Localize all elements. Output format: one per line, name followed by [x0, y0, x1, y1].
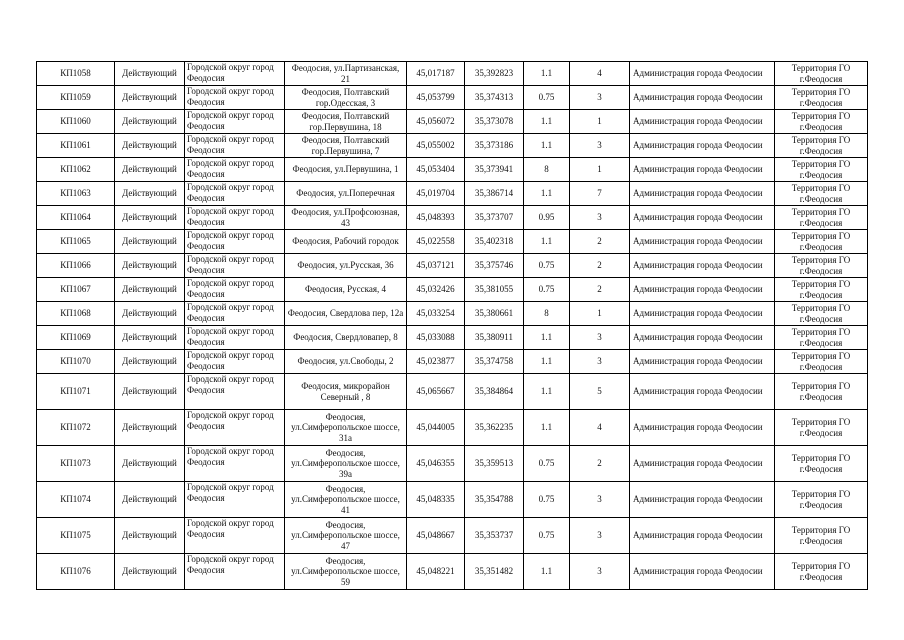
container-count-cell: 2: [570, 230, 630, 254]
territory-cell: Территория ГО г.Феодосия: [775, 350, 868, 374]
latitude-cell: 45,048221: [407, 554, 465, 590]
table-row: [37, 446, 868, 482]
municipality-cell: Городской округ город Феодосия: [185, 350, 285, 374]
status-cell: Действующий: [115, 554, 185, 590]
table-row: [37, 374, 868, 410]
table-row: [37, 350, 868, 374]
owner-cell: Администрация города Феодосии: [630, 410, 775, 446]
latitude-cell: 45,046355: [407, 446, 465, 482]
municipality-cell: Городской округ город Феодосия: [185, 206, 285, 230]
container-count-cell: 3: [570, 350, 630, 374]
table-row: [37, 482, 868, 518]
territory-cell: Территория ГО г.Феодосия: [775, 230, 868, 254]
status-cell: Действующий: [115, 254, 185, 278]
territory-cell: Территория ГО г.Феодосия: [775, 302, 868, 326]
point-id: КП1075: [37, 518, 115, 554]
volume-cell: 1.1: [524, 326, 570, 350]
volume-cell: 0.75: [524, 518, 570, 554]
owner-cell: Администрация города Феодосии: [630, 446, 775, 482]
point-id: КП1076: [37, 554, 115, 590]
latitude-cell: 45,048393: [407, 206, 465, 230]
status-cell: Действующий: [115, 182, 185, 206]
latitude-cell: 45,048335: [407, 482, 465, 518]
longitude-cell: 35,353737: [465, 518, 524, 554]
point-id: КП1070: [37, 350, 115, 374]
municipality-cell: Городской округ город Феодосия: [185, 278, 285, 302]
territory-cell: Территория ГО г.Феодосия: [775, 326, 868, 350]
address-cell: Феодосия, ул.Симферопольское шоссе, 41: [285, 482, 407, 518]
longitude-cell: 35,375746: [465, 254, 524, 278]
owner-cell: Администрация города Феодосии: [630, 182, 775, 206]
owner-cell: Администрация города Феодосии: [630, 554, 775, 590]
status-cell: Действующий: [115, 518, 185, 554]
table-row: [37, 326, 868, 350]
latitude-cell: 45,022558: [407, 230, 465, 254]
territory-cell: Территория ГО г.Феодосия: [775, 482, 868, 518]
volume-cell: 1.1: [524, 350, 570, 374]
longitude-cell: 35,386714: [465, 182, 524, 206]
table-row: [37, 230, 868, 254]
municipality-cell: Городской округ город Феодосия: [185, 446, 285, 482]
point-id: КП1061: [37, 134, 115, 158]
point-id: КП1059: [37, 86, 115, 110]
table-row: [37, 254, 868, 278]
point-id: КП1058: [37, 62, 115, 86]
container-count-cell: 3: [570, 206, 630, 230]
table-row: [37, 110, 868, 134]
container-count-cell: 1: [570, 158, 630, 182]
table-row: [37, 410, 868, 446]
address-cell: Феодосия, ул.Симферопольское шоссе, 47: [285, 518, 407, 554]
longitude-cell: 35,373707: [465, 206, 524, 230]
container-count-cell: 2: [570, 254, 630, 278]
status-cell: Действующий: [115, 134, 185, 158]
municipality-cell: Городской округ город Феодосия: [185, 134, 285, 158]
address-cell: Феодосия, Свердлова пер, 12а: [285, 302, 407, 326]
point-id: КП1068: [37, 302, 115, 326]
volume-cell: 1.1: [524, 410, 570, 446]
territory-cell: Территория ГО г.Феодосия: [775, 86, 868, 110]
container-count-cell: 3: [570, 134, 630, 158]
table-row: [37, 302, 868, 326]
volume-cell: 1.1: [524, 230, 570, 254]
point-id: КП1060: [37, 110, 115, 134]
municipality-cell: Городской округ город Феодосия: [185, 110, 285, 134]
volume-cell: 1.1: [524, 62, 570, 86]
volume-cell: 1.1: [524, 554, 570, 590]
table-row: [37, 206, 868, 230]
latitude-cell: 45,019704: [407, 182, 465, 206]
municipality-cell: Городской округ город Феодосия: [185, 410, 285, 446]
owner-cell: Администрация города Феодосии: [630, 374, 775, 410]
container-count-cell: 3: [570, 482, 630, 518]
point-id: КП1069: [37, 326, 115, 350]
latitude-cell: 45,056072: [407, 110, 465, 134]
territory-cell: Территория ГО г.Феодосия: [775, 182, 868, 206]
latitude-cell: 45,065667: [407, 374, 465, 410]
territory-cell: Территория ГО г.Феодосия: [775, 518, 868, 554]
container-count-cell: 4: [570, 410, 630, 446]
volume-cell: 0.95: [524, 206, 570, 230]
volume-cell: 1.1: [524, 110, 570, 134]
status-cell: Действующий: [115, 206, 185, 230]
longitude-cell: 35,373941: [465, 158, 524, 182]
longitude-cell: 35,362235: [465, 410, 524, 446]
territory-cell: Территория ГО г.Феодосия: [775, 110, 868, 134]
municipality-cell: Городской округ город Феодосия: [185, 158, 285, 182]
longitude-cell: 35,354788: [465, 482, 524, 518]
address-cell: Феодосия, микрорайон Северный , 8: [285, 374, 407, 410]
address-cell: Феодосия, ул.Симферопольское шоссе, 31а: [285, 410, 407, 446]
address-cell: Феодосия, ул.Партизанская, 21: [285, 62, 407, 86]
address-cell: Феодосия, ул.Поперечная: [285, 182, 407, 206]
territory-cell: Территория ГО г.Феодосия: [775, 206, 868, 230]
territory-cell: Территория ГО г.Феодосия: [775, 410, 868, 446]
status-cell: Действующий: [115, 158, 185, 182]
address-cell: Феодосия, ул.Симферопольское шоссе, 39а: [285, 446, 407, 482]
volume-cell: 0.75: [524, 482, 570, 518]
container-count-cell: 4: [570, 62, 630, 86]
latitude-cell: 45,037121: [407, 254, 465, 278]
owner-cell: Администрация города Феодосии: [630, 62, 775, 86]
municipality-cell: Городской округ город Феодосия: [185, 254, 285, 278]
latitude-cell: 45,044005: [407, 410, 465, 446]
longitude-cell: 35,373078: [465, 110, 524, 134]
table-row: [37, 158, 868, 182]
latitude-cell: 45,053404: [407, 158, 465, 182]
owner-cell: Администрация города Феодосии: [630, 230, 775, 254]
status-cell: Действующий: [115, 482, 185, 518]
container-count-cell: 5: [570, 374, 630, 410]
volume-cell: 1.1: [524, 374, 570, 410]
status-cell: Действующий: [115, 350, 185, 374]
volume-cell: 0.75: [524, 446, 570, 482]
longitude-cell: 35,402318: [465, 230, 524, 254]
volume-cell: 8: [524, 158, 570, 182]
container-count-cell: 1: [570, 110, 630, 134]
container-count-cell: 2: [570, 278, 630, 302]
address-cell: Феодосия, Полтавский гор.Одесская, 3: [285, 86, 407, 110]
latitude-cell: 45,033254: [407, 302, 465, 326]
longitude-cell: 35,351482: [465, 554, 524, 590]
address-cell: Феодосия, Русская, 4: [285, 278, 407, 302]
longitude-cell: 35,373186: [465, 134, 524, 158]
owner-cell: Администрация города Феодосии: [630, 302, 775, 326]
volume-cell: 0.75: [524, 86, 570, 110]
territory-cell: Территория ГО г.Феодосия: [775, 446, 868, 482]
owner-cell: Администрация города Феодосии: [630, 278, 775, 302]
address-cell: Феодосия, Полтавский гор.Первушина, 7: [285, 134, 407, 158]
table-body: [37, 62, 868, 590]
point-id: КП1063: [37, 182, 115, 206]
container-count-cell: 3: [570, 326, 630, 350]
point-id: КП1066: [37, 254, 115, 278]
territory-cell: Территория ГО г.Феодосия: [775, 134, 868, 158]
municipality-cell: Городской округ город Феодосия: [185, 86, 285, 110]
address-cell: Феодосия, ул.Профсоюзная, 43: [285, 206, 407, 230]
owner-cell: Администрация города Феодосии: [630, 518, 775, 554]
owner-cell: Администрация города Феодосии: [630, 326, 775, 350]
longitude-cell: 35,374313: [465, 86, 524, 110]
latitude-cell: 45,017187: [407, 62, 465, 86]
owner-cell: Администрация города Феодосии: [630, 134, 775, 158]
longitude-cell: 35,380661: [465, 302, 524, 326]
address-cell: Феодосия, Свердловапер, 8: [285, 326, 407, 350]
volume-cell: 1.1: [524, 182, 570, 206]
point-id: КП1064: [37, 206, 115, 230]
municipality-cell: Городской округ город Феодосия: [185, 554, 285, 590]
owner-cell: Администрация города Феодосии: [630, 350, 775, 374]
volume-cell: 8: [524, 302, 570, 326]
container-count-cell: 3: [570, 86, 630, 110]
territory-cell: Территория ГО г.Феодосия: [775, 158, 868, 182]
longitude-cell: 35,359513: [465, 446, 524, 482]
municipality-cell: Городской округ город Феодосия: [185, 182, 285, 206]
address-cell: Феодосия, ул.Симферопольское шоссе, 59: [285, 554, 407, 590]
latitude-cell: 45,033088: [407, 326, 465, 350]
table-row: [37, 182, 868, 206]
longitude-cell: 35,380911: [465, 326, 524, 350]
point-id: КП1067: [37, 278, 115, 302]
container-count-cell: 2: [570, 446, 630, 482]
container-count-cell: 1: [570, 302, 630, 326]
volume-cell: 0.75: [524, 278, 570, 302]
owner-cell: Администрация города Феодосии: [630, 110, 775, 134]
address-cell: Феодосия, Рабочий городок: [285, 230, 407, 254]
latitude-cell: 45,053799: [407, 86, 465, 110]
point-id: КП1072: [37, 410, 115, 446]
status-cell: Действующий: [115, 86, 185, 110]
status-cell: Действующий: [115, 326, 185, 350]
municipality-cell: Городской округ город Феодосия: [185, 230, 285, 254]
status-cell: Действующий: [115, 446, 185, 482]
address-cell: Феодосия, ул.Первушина, 1: [285, 158, 407, 182]
status-cell: Действующий: [115, 230, 185, 254]
point-id: КП1062: [37, 158, 115, 182]
container-count-cell: 3: [570, 518, 630, 554]
address-cell: Феодосия, ул.Русская, 36: [285, 254, 407, 278]
latitude-cell: 45,048667: [407, 518, 465, 554]
municipality-cell: Городской округ город Феодосия: [185, 482, 285, 518]
status-cell: Действующий: [115, 62, 185, 86]
container-count-cell: 7: [570, 182, 630, 206]
table-row: [37, 554, 868, 590]
latitude-cell: 45,023877: [407, 350, 465, 374]
territory-cell: Территория ГО г.Феодосия: [775, 554, 868, 590]
point-id: КП1074: [37, 482, 115, 518]
volume-cell: 1.1: [524, 134, 570, 158]
table-row: [37, 278, 868, 302]
municipality-cell: Городской округ город Феодосия: [185, 374, 285, 410]
municipality-cell: Городской округ город Феодосия: [185, 326, 285, 350]
owner-cell: Администрация города Феодосии: [630, 482, 775, 518]
latitude-cell: 45,032426: [407, 278, 465, 302]
longitude-cell: 35,374758: [465, 350, 524, 374]
table-row: [37, 86, 868, 110]
container-count-cell: 3: [570, 554, 630, 590]
territory-cell: Территория ГО г.Феодосия: [775, 62, 868, 86]
status-cell: Действующий: [115, 278, 185, 302]
territory-cell: Территория ГО г.Феодосия: [775, 278, 868, 302]
owner-cell: Администрация города Феодосии: [630, 206, 775, 230]
owner-cell: Администрация города Феодосии: [630, 254, 775, 278]
longitude-cell: 35,381055: [465, 278, 524, 302]
territory-cell: Территория ГО г.Феодосия: [775, 374, 868, 410]
territory-cell: Территория ГО г.Феодосия: [775, 254, 868, 278]
status-cell: Действующий: [115, 302, 185, 326]
status-cell: Действующий: [115, 374, 185, 410]
collection-points-table: [36, 61, 868, 590]
address-cell: Феодосия, Полтавский гор.Первушина, 18: [285, 110, 407, 134]
municipality-cell: Городской округ город Феодосия: [185, 518, 285, 554]
table-row: [37, 134, 868, 158]
table-row: [37, 518, 868, 554]
latitude-cell: 45,055002: [407, 134, 465, 158]
owner-cell: Администрация города Феодосии: [630, 158, 775, 182]
municipality-cell: Городской округ город Феодосия: [185, 62, 285, 86]
point-id: КП1071: [37, 374, 115, 410]
point-id: КП1065: [37, 230, 115, 254]
status-cell: Действующий: [115, 110, 185, 134]
address-cell: Феодосия, ул.Свободы, 2: [285, 350, 407, 374]
municipality-cell: Городской округ город Феодосия: [185, 302, 285, 326]
point-id: КП1073: [37, 446, 115, 482]
status-cell: Действующий: [115, 410, 185, 446]
volume-cell: 0.75: [524, 254, 570, 278]
table-row: [37, 62, 868, 86]
longitude-cell: 35,384864: [465, 374, 524, 410]
longitude-cell: 35,392823: [465, 62, 524, 86]
owner-cell: Администрация города Феодосии: [630, 86, 775, 110]
